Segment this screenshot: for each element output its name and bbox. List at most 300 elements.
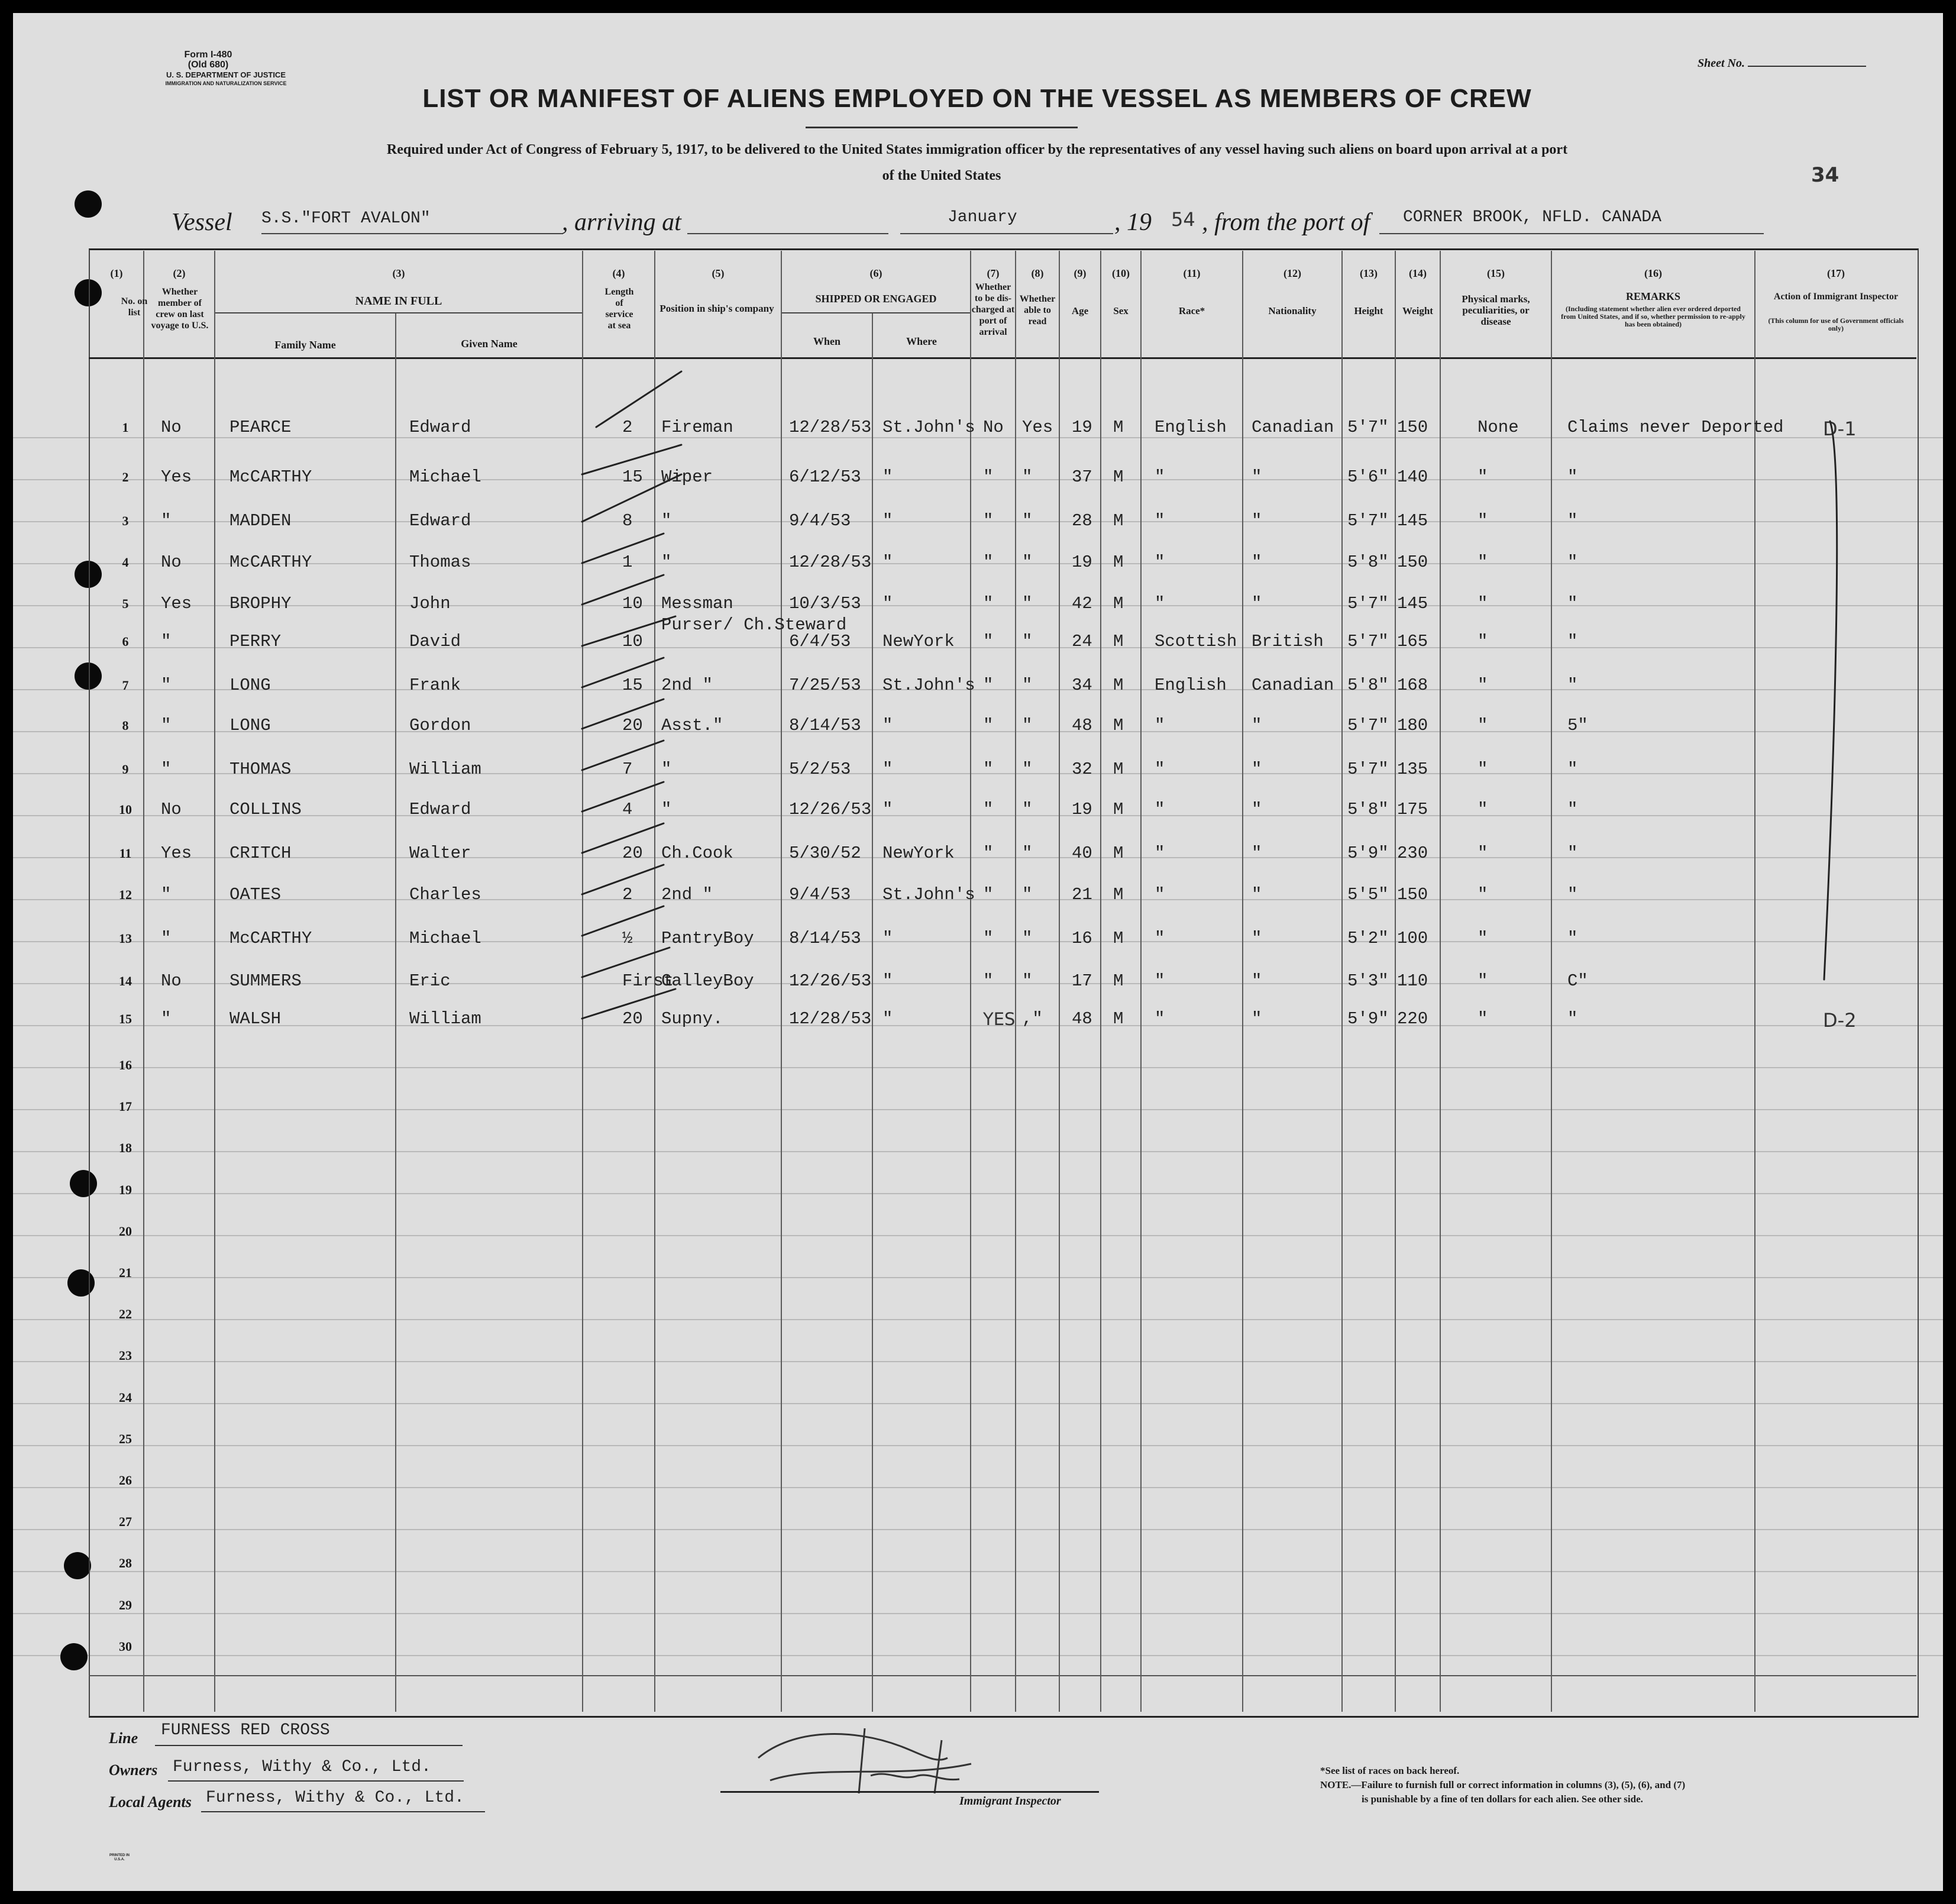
crew-given-name: William <box>409 759 481 779</box>
crew-position: Wiper <box>661 467 713 487</box>
empty-row-number: 27 <box>119 1514 132 1530</box>
form-subtitle: Required under Act of Congress of February 5, 1917, to be delivered to the United States immigration officer by the representatives of any vessel having such aliens on board upon arrival at a port <box>386 142 1568 157</box>
printer-mark: PRINTED IN U.S.A. <box>109 1854 130 1861</box>
col-13-number: (13) <box>1360 267 1378 279</box>
crew-height: 5'3" <box>1347 971 1389 991</box>
crew-weight: 168 <box>1397 675 1428 695</box>
crew-last-voyage: No <box>161 800 182 819</box>
col-3a-header: Family Name <box>274 339 336 351</box>
col-16-header: REMARKS <box>1625 290 1680 302</box>
col-15-number: (15) <box>1487 267 1505 279</box>
crew-weight: 175 <box>1397 800 1428 819</box>
crew-able-to-read: " <box>1022 843 1033 863</box>
crew-age: 37 <box>1072 467 1092 487</box>
crew-position: 2nd " <box>661 675 713 695</box>
vessel-label: Vessel <box>172 209 232 236</box>
crew-able-to-read: " <box>1022 885 1033 904</box>
crew-service-length: 20 <box>622 1009 643 1029</box>
inspector-label: Immigrant Inspector <box>959 1795 1061 1808</box>
crew-race: " <box>1155 716 1165 735</box>
crew-given-name: Eric <box>409 971 451 991</box>
page-mark: 34 <box>1811 163 1839 187</box>
crew-nationality: British <box>1252 632 1324 651</box>
crew-able-to-read: Yes <box>1022 418 1053 437</box>
crew-service-length: ½ <box>622 929 633 948</box>
crew-last-voyage: No <box>161 418 182 437</box>
crew-given-name: Thomas <box>409 552 471 572</box>
col-8-number: (8) <box>1031 267 1044 279</box>
crew-able-to-read: " <box>1022 971 1033 991</box>
local-agents-label: Local Agents <box>109 1793 192 1811</box>
crew-race: " <box>1155 800 1165 819</box>
crew-shipped-when: 6/4/53 <box>789 632 851 651</box>
crew-sex: M <box>1113 632 1124 651</box>
crew-sex: M <box>1113 594 1124 613</box>
crew-family-name: WALSH <box>229 1009 282 1029</box>
crew-discharged: " <box>983 929 994 948</box>
crew-family-name: SUMMERS <box>229 971 302 991</box>
crew-nationality: " <box>1252 552 1262 572</box>
crew-remarks: " <box>1567 552 1578 572</box>
col-2-number: (2) <box>173 267 186 279</box>
crew-shipped-when: 12/28/53 <box>789 1009 872 1029</box>
crew-given-name: Edward <box>409 418 471 437</box>
local-agents-name: Furness, Withy & Co., Ltd. <box>206 1789 464 1807</box>
form-old-number: (Old 680) <box>187 60 229 70</box>
crew-shipped-when: 5/2/53 <box>789 759 851 779</box>
arrival-year-prefix: , 19 <box>1114 209 1152 236</box>
crew-service-length: 8 <box>622 511 633 531</box>
row-number: 2 <box>122 470 129 484</box>
crew-last-voyage: " <box>161 759 172 779</box>
crew-discharged: " <box>983 594 994 613</box>
crew-race: " <box>1155 759 1165 779</box>
col-9-number: (9) <box>1074 267 1087 279</box>
crew-service-length: 4 <box>622 800 633 819</box>
crew-shipped-where: St.John's <box>882 418 975 437</box>
empty-row-number: 23 <box>119 1348 132 1363</box>
col-3-number: (3) <box>392 267 405 279</box>
crew-physical-marks: " <box>1477 467 1488 487</box>
crew-remarks: " <box>1567 632 1578 651</box>
crew-sex: M <box>1113 675 1124 695</box>
crew-race: " <box>1155 511 1165 531</box>
crew-weight: 140 <box>1397 467 1428 487</box>
col-4-number: (4) <box>612 267 625 279</box>
crew-remarks: " <box>1567 759 1578 779</box>
crew-height: 5'9" <box>1347 843 1389 863</box>
col-1-header: No. on list <box>121 296 148 318</box>
col-16-subheader: (Including statement whether alien ever ordered deported from United States, and if so, whether permission to re-apply has been obtained) <box>1561 305 1745 328</box>
row-number: 7 <box>122 678 129 693</box>
crew-sex: M <box>1113 511 1124 531</box>
crew-physical-marks: " <box>1477 632 1488 651</box>
vessel-name: S.S."FORT AVALON" <box>261 209 431 228</box>
crew-age: 19 <box>1072 418 1092 437</box>
crew-shipped-when: 7/25/53 <box>789 675 861 695</box>
col-6-header: SHIPPED OR ENGAGED <box>815 293 937 305</box>
service-strikes <box>13 13 1943 1891</box>
crew-given-name: Edward <box>409 511 471 531</box>
row-number: 15 <box>119 1011 132 1026</box>
crew-age: 17 <box>1072 971 1092 991</box>
crew-weight: 145 <box>1397 511 1428 531</box>
row-number: 10 <box>119 802 132 817</box>
crew-sex: M <box>1113 885 1124 904</box>
crew-position: GalleyBoy <box>661 971 754 991</box>
crew-shipped-when: 10/3/53 <box>789 594 861 613</box>
crew-inspector-action: D-1 <box>1823 418 1857 440</box>
col-16-number: (16) <box>1644 267 1662 279</box>
crew-age: 24 <box>1072 632 1092 651</box>
crew-last-voyage: " <box>161 675 172 695</box>
col-12-number: (12) <box>1283 267 1301 279</box>
crew-height: 5'7" <box>1347 418 1389 437</box>
crew-discharged: " <box>983 716 994 735</box>
crew-sex: M <box>1113 467 1124 487</box>
crew-age: 48 <box>1072 716 1092 735</box>
row-number: 9 <box>122 762 129 777</box>
crew-shipped-when: 9/4/53 <box>789 511 851 531</box>
crew-age: 21 <box>1072 885 1092 904</box>
row-number: 5 <box>122 596 129 611</box>
crew-able-to-read: " <box>1022 716 1033 735</box>
crew-discharged: YES <box>983 1009 1016 1029</box>
crew-weight: 100 <box>1397 929 1428 948</box>
crew-shipped-when: 9/4/53 <box>789 885 851 904</box>
department-name: U. S. DEPARTMENT OF JUSTICE <box>166 70 286 79</box>
crew-shipped-where: " <box>882 800 893 819</box>
col-1-number: (1) <box>110 267 123 279</box>
crew-remarks: " <box>1567 885 1578 904</box>
crew-nationality: " <box>1252 1009 1262 1029</box>
crew-shipped-where: " <box>882 594 893 613</box>
crew-age: 34 <box>1072 675 1092 695</box>
crew-sex: M <box>1113 418 1124 437</box>
crew-physical-marks: None <box>1477 418 1519 437</box>
crew-height: 5'2" <box>1347 929 1389 948</box>
crew-discharged: " <box>983 971 994 991</box>
crew-sex: M <box>1113 843 1124 863</box>
row-number: 1 <box>122 420 129 435</box>
col-17-subheader: (This column for use of Government officials only) <box>1768 316 1904 332</box>
crew-discharged: " <box>983 467 994 487</box>
crew-service-length: 2 <box>622 885 633 904</box>
crew-weight: 150 <box>1397 885 1428 904</box>
crew-given-name: Gordon <box>409 716 471 735</box>
crew-position: PantryBoy <box>661 929 754 948</box>
crew-given-name: John <box>409 594 451 613</box>
col-10-number: (10) <box>1112 267 1130 279</box>
crew-sex: M <box>1113 552 1124 572</box>
crew-family-name: MADDEN <box>229 511 292 531</box>
crew-shipped-when: 5/30/52 <box>789 843 861 863</box>
arrival-year-suffix: 54 <box>1171 208 1195 231</box>
crew-shipped-when: 6/12/53 <box>789 467 861 487</box>
crew-position: Purser/ Ch.Steward <box>661 615 847 635</box>
col-7-header: Whether to be dis-charged at port of arrival <box>971 282 1015 337</box>
crew-position: " <box>661 511 672 531</box>
crew-remarks: " <box>1567 1009 1578 1029</box>
row-number: 3 <box>122 513 129 528</box>
crew-shipped-when: 12/28/53 <box>789 552 872 572</box>
crew-family-name: COLLINS <box>229 800 302 819</box>
crew-race: English <box>1155 418 1227 437</box>
col-4-header: Length of service at sea <box>604 287 634 331</box>
crew-family-name: McCARTHY <box>229 552 312 572</box>
crew-able-to-read: " <box>1022 759 1033 779</box>
crew-given-name: David <box>409 632 461 651</box>
crew-position: " <box>661 800 672 819</box>
crew-age: 28 <box>1072 511 1092 531</box>
crew-able-to-read: " <box>1022 594 1033 613</box>
col-14-number: (14) <box>1409 267 1427 279</box>
crew-shipped-where: St.John's <box>882 885 975 904</box>
crew-family-name: THOMAS <box>229 759 292 779</box>
crew-physical-marks: " <box>1477 594 1488 613</box>
crew-weight: 150 <box>1397 552 1428 572</box>
line-label: Line <box>109 1730 138 1747</box>
crew-race: " <box>1155 843 1165 863</box>
crew-physical-marks: " <box>1477 716 1488 735</box>
crew-age: 32 <box>1072 759 1092 779</box>
crew-remarks: C" <box>1567 971 1588 991</box>
crew-shipped-where: St.John's <box>882 675 975 695</box>
col-5-number: (5) <box>712 267 725 279</box>
empty-row-number: 24 <box>119 1389 132 1405</box>
empty-row-number: 20 <box>119 1223 132 1239</box>
crew-service-length: 10 <box>622 594 643 613</box>
empty-row-number: 25 <box>119 1431 132 1446</box>
crew-family-name: McCARTHY <box>229 467 312 487</box>
crew-sex: M <box>1113 800 1124 819</box>
crew-able-to-read: " <box>1022 552 1033 572</box>
crew-inspector-action: D-2 <box>1823 1009 1857 1032</box>
crew-service-length: 1 <box>622 552 633 572</box>
crew-last-voyage: " <box>161 929 172 948</box>
crew-weight: 150 <box>1397 418 1428 437</box>
crew-physical-marks: " <box>1477 800 1488 819</box>
crew-nationality: " <box>1252 716 1262 735</box>
crew-height: 5'7" <box>1347 716 1389 735</box>
crew-physical-marks: " <box>1477 971 1488 991</box>
crew-race: " <box>1155 885 1165 904</box>
crew-last-voyage: Yes <box>161 594 192 613</box>
crew-race: English <box>1155 675 1227 695</box>
empty-row-number: 29 <box>119 1597 132 1612</box>
empty-row-number: 28 <box>119 1556 132 1571</box>
row-number: 14 <box>119 974 132 988</box>
crew-remarks: " <box>1567 800 1578 819</box>
crew-discharged: " <box>983 759 994 779</box>
from-port-label: , from the port of <box>1202 209 1370 236</box>
col-7-number: (7) <box>987 267 1000 279</box>
crew-nationality: " <box>1252 971 1262 991</box>
crew-race: " <box>1155 971 1165 991</box>
crew-height: 5'5" <box>1347 885 1389 904</box>
crew-family-name: PERRY <box>229 632 282 651</box>
crew-discharged: No <box>983 418 1004 437</box>
crew-discharged: " <box>983 511 994 531</box>
form-subtitle-cont: of the United States <box>882 168 1001 183</box>
owners-name: Furness, Withy & Co., Ltd. <box>173 1758 431 1776</box>
empty-row-number: 19 <box>119 1182 132 1197</box>
crew-family-name: LONG <box>229 675 271 695</box>
empty-row-number: 17 <box>119 1099 132 1114</box>
crew-weight: 135 <box>1397 759 1428 779</box>
crew-sex: M <box>1113 716 1124 735</box>
crew-height: 5'7" <box>1347 759 1389 779</box>
crew-physical-marks: " <box>1477 552 1488 572</box>
arrival-month: January <box>948 208 1017 227</box>
crew-remarks: " <box>1567 675 1578 695</box>
crew-physical-marks: " <box>1477 843 1488 863</box>
crew-discharged: " <box>983 675 994 695</box>
crew-given-name: Charles <box>409 885 481 904</box>
crew-shipped-when: 12/28/53 <box>789 418 872 437</box>
crew-last-voyage: " <box>161 632 172 651</box>
crew-shipped-when: 8/14/53 <box>789 929 861 948</box>
crew-shipped-where: NewYork <box>882 843 955 863</box>
crew-given-name: Edward <box>409 800 471 819</box>
crew-physical-marks: " <box>1477 511 1488 531</box>
crew-age: 40 <box>1072 843 1092 863</box>
crew-service-length: 15 <box>622 675 643 695</box>
crew-given-name: Michael <box>409 467 481 487</box>
crew-physical-marks: " <box>1477 759 1488 779</box>
crew-weight: 145 <box>1397 594 1428 613</box>
col-9-header: Age <box>1071 305 1089 316</box>
col-3-header: NAME IN FULL <box>355 295 442 308</box>
crew-race: " <box>1155 467 1165 487</box>
crew-race: Scottish <box>1155 632 1237 651</box>
crew-height: 5'8" <box>1347 552 1389 572</box>
row-number: 6 <box>122 634 129 649</box>
row-number: 11 <box>119 846 132 861</box>
crew-position: Asst." <box>661 716 723 735</box>
empty-row-number: 26 <box>119 1473 132 1488</box>
crew-family-name: BROPHY <box>229 594 292 613</box>
crew-given-name: Walter <box>409 843 471 863</box>
crew-shipped-when: 12/26/53 <box>789 971 872 991</box>
crew-nationality: " <box>1252 759 1262 779</box>
crew-nationality: Canadian <box>1252 418 1334 437</box>
crew-family-name: PEARCE <box>229 418 292 437</box>
departure-port: CORNER BROOK, NFLD. CANADA <box>1403 208 1661 227</box>
crew-weight: 220 <box>1397 1009 1428 1029</box>
crew-position: " <box>661 552 672 572</box>
crew-service-length: 7 <box>622 759 633 779</box>
col-14-header: Weight <box>1402 305 1433 316</box>
crew-last-voyage: Yes <box>161 467 192 487</box>
crew-shipped-where: " <box>882 552 893 572</box>
crew-sex: M <box>1113 1009 1124 1029</box>
crew-physical-marks: " <box>1477 675 1488 695</box>
crew-able-to-read: " <box>1022 929 1033 948</box>
crew-able-to-read: " <box>1022 800 1033 819</box>
crew-nationality: " <box>1252 594 1262 613</box>
col-12-header: Nationality <box>1268 305 1317 316</box>
crew-last-voyage: No <box>161 971 182 991</box>
crew-remarks: " <box>1567 843 1578 863</box>
crew-age: 48 <box>1072 1009 1092 1029</box>
col-5-header: Position in ship's company <box>659 303 774 314</box>
crew-last-voyage: Yes <box>161 843 192 863</box>
crew-height: 5'6" <box>1347 467 1389 487</box>
crew-sex: M <box>1113 929 1124 948</box>
crew-sex: M <box>1113 971 1124 991</box>
crew-sex: M <box>1113 759 1124 779</box>
crew-able-to-read: " <box>1022 467 1033 487</box>
crew-service-length: 20 <box>622 716 643 735</box>
crew-physical-marks: " <box>1477 885 1488 904</box>
crew-remarks: " <box>1567 511 1578 531</box>
row-number: 12 <box>119 887 132 902</box>
col-6b-header: Where <box>906 335 937 347</box>
crew-remarks: " <box>1567 929 1578 948</box>
crew-last-voyage: " <box>161 885 172 904</box>
crew-service-length: 10 <box>622 632 643 651</box>
crew-position: Messman <box>661 594 733 613</box>
crew-position: Fireman <box>661 418 733 437</box>
crew-age: 19 <box>1072 552 1092 572</box>
crew-nationality: " <box>1252 511 1262 531</box>
crew-nationality: " <box>1252 843 1262 863</box>
crew-physical-marks: " <box>1477 929 1488 948</box>
col-6-number: (6) <box>869 267 882 279</box>
crew-remarks: Claims never Deported <box>1567 418 1784 437</box>
col-13-header: Height <box>1354 305 1383 316</box>
crew-service-length: 20 <box>622 843 643 863</box>
crew-able-to-read: " <box>1022 675 1033 695</box>
crew-shipped-where: " <box>882 716 893 735</box>
crew-shipped-where: " <box>882 759 893 779</box>
races-note: *See list of races on back hereof. <box>1320 1765 1460 1776</box>
crew-height: 5'7" <box>1347 511 1389 531</box>
crew-discharged: " <box>983 552 994 572</box>
crew-shipped-when: 12/26/53 <box>789 800 872 819</box>
crew-able-to-read: " <box>1022 511 1033 531</box>
crew-given-name: Frank <box>409 675 461 695</box>
crew-shipped-where: " <box>882 511 893 531</box>
crew-shipped-where: NewYork <box>882 632 955 651</box>
crew-discharged: " <box>983 843 994 863</box>
line-name: FURNESS RED CROSS <box>161 1721 330 1740</box>
col-15-header: Physical marks, peculiarities, or disease <box>1462 293 1530 327</box>
crew-given-name: Michael <box>409 929 481 948</box>
crew-family-name: LONG <box>229 716 271 735</box>
crew-weight: 165 <box>1397 632 1428 651</box>
crew-height: 5'7" <box>1347 632 1389 651</box>
sheet-number-label: Sheet No. <box>1698 57 1745 70</box>
crew-remarks: 5" <box>1567 716 1588 735</box>
crew-family-name: CRITCH <box>229 843 292 863</box>
crew-service-length: First <box>622 971 674 991</box>
row-number: 13 <box>119 931 132 946</box>
crew-height: 5'8" <box>1347 800 1389 819</box>
col-11-number: (11) <box>1183 267 1201 279</box>
crew-nationality: " <box>1252 885 1262 904</box>
crew-height: 5'9" <box>1347 1009 1389 1029</box>
manifest-sheet <box>13 13 1943 1891</box>
crew-given-name: William <box>409 1009 481 1029</box>
crew-weight: 230 <box>1397 843 1428 863</box>
crew-nationality: Canadian <box>1252 675 1334 695</box>
crew-shipped-when: 8/14/53 <box>789 716 861 735</box>
crew-able-to-read: " <box>1022 632 1033 651</box>
crew-last-voyage: " <box>161 716 172 735</box>
empty-row-number: 21 <box>119 1265 132 1280</box>
